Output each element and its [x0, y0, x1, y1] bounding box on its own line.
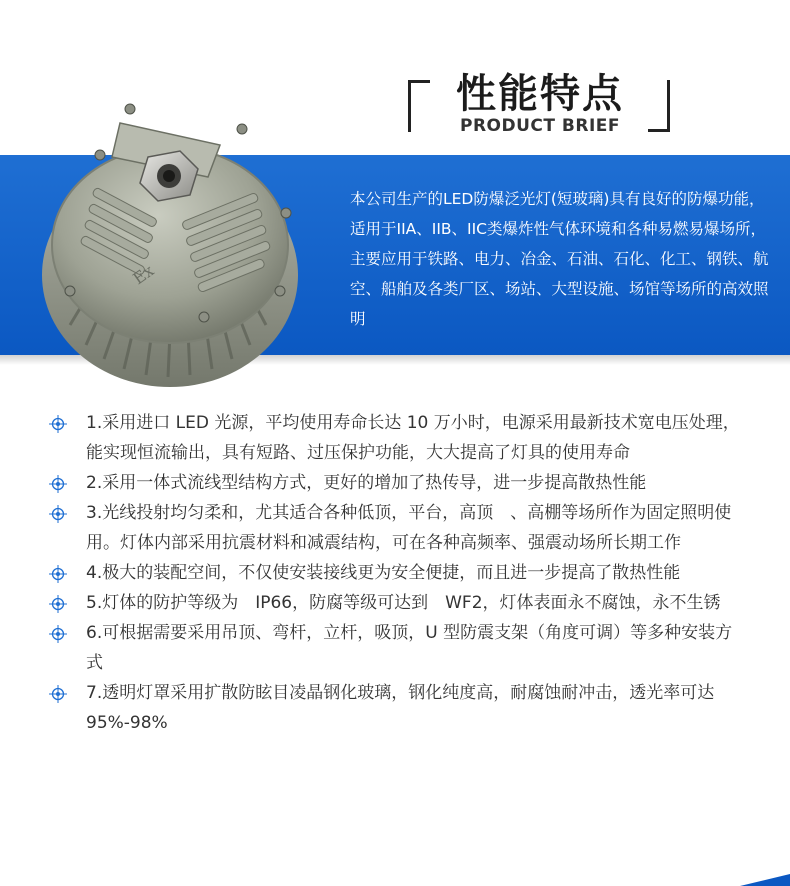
section-title: 性能特点: [456, 71, 624, 117]
feature-text: 1.采用进口 LED 光源，平均使用寿命长达 10 万小时，电源采用最新技术宽电压处理，能实现恒流输出，具有短路、过压保护功能，大大提高了灯具的使用寿命: [86, 413, 740, 463]
feature-item-2: [48, 468, 748, 498]
feature-text: 7.透明灯罩采用扩散防眩目凌晶钢化玻璃，钢化纯度高，耐腐蚀耐冲击，透光率可达 95%-98%: [86, 683, 715, 733]
crosshair-bullet-icon: [48, 594, 68, 614]
feature-text: 5.灯体的防护等级为 IP66，防腐等级可达到 WF2，灯体表面永不腐蚀，永不生锈: [86, 593, 721, 613]
title-bracket-right: [648, 80, 670, 132]
feature-text: 4.极大的装配空间，不仅使安装接线更为安全便捷，而且进一步提高了散热性能: [86, 563, 681, 583]
section-subtitle: PRODUCT BRIEF: [459, 116, 620, 136]
feature-item-1: [48, 408, 748, 468]
feature-text: 6.可根据需要采用吊顶、弯杆，立杆，吸顶，U 型防震支架（角度可调）等多种安装方式: [86, 623, 733, 673]
corner-accent-shape: [720, 870, 790, 886]
ex-emblem: Ex: [129, 260, 158, 289]
product-intro-text: 本公司生产的LED防爆泛光灯(短玻璃)具有良好的防爆功能，适用于IIA、IIB、IIC类爆炸性气体环境和各种易燃易爆场所，主要应用于铁路、电力、冶金、石油、石化、化工、钢铁、航空、船舶及各类厂区、场站、大型设施、场馆等场所的高效照明: [350, 190, 769, 328]
feature-item-5: [48, 588, 748, 618]
feature-item-6: [48, 618, 748, 678]
feature-text: 3.光线投射均匀柔和，尤其适合各种低顶，平台，高顶 、高棚等场所作为固定照明使用。灯体内部采用抗震材料和减震结构，可在各种高频率、强震动场所长期工作: [86, 503, 732, 553]
feature-item-4: [48, 558, 748, 588]
feature-text: 2.采用一体式流线型结构方式，更好的增加了热传导，进一步提高散热性能: [86, 473, 647, 493]
title-bracket-left: [408, 80, 430, 132]
crosshair-bullet-icon: [48, 564, 68, 584]
crosshair-bullet-icon: [48, 684, 68, 704]
lamp-product-image: [30, 95, 310, 395]
crosshair-bullet-icon: [48, 624, 68, 644]
crosshair-bullet-icon: [48, 504, 68, 524]
crosshair-bullet-icon: [48, 414, 68, 434]
feature-item-7: [48, 678, 748, 738]
crosshair-bullet-icon: [48, 474, 68, 494]
feature-list: [48, 408, 748, 738]
feature-item-3: [48, 498, 748, 558]
